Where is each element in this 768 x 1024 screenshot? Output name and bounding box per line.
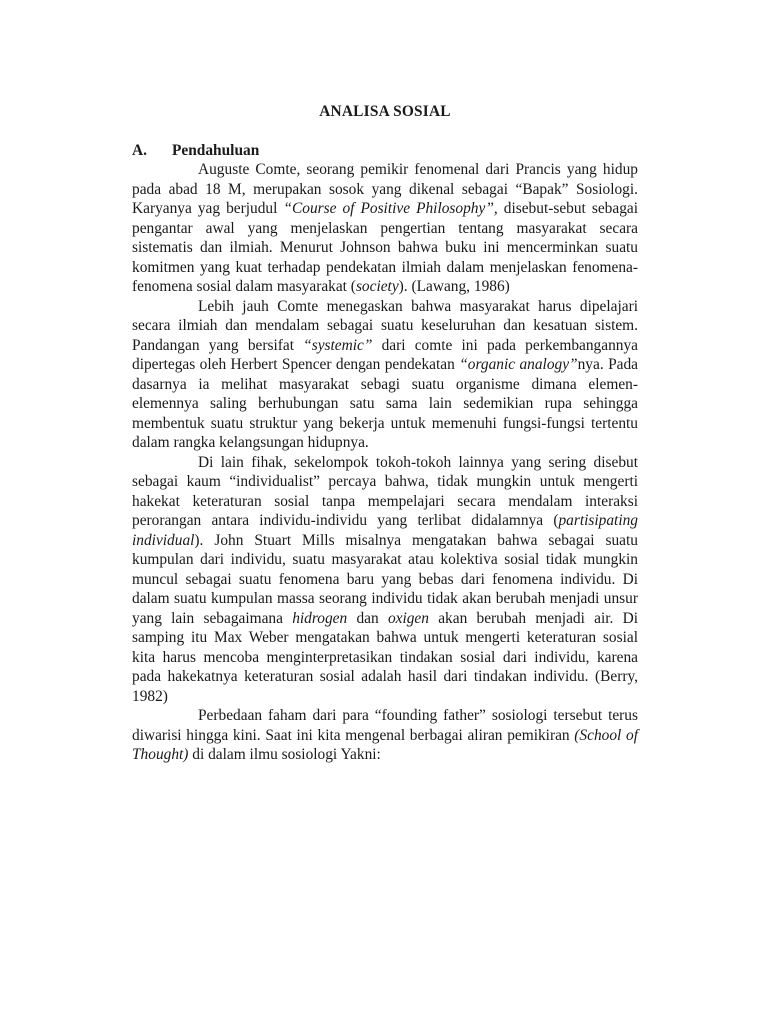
paragraph-3 <box>132 453 638 707</box>
text-run: ). John Stuart Mills misalnya mengatakan bahwa sebagai suatu kumpulan dari individu, suatu masyarakat atau kolektiva sosial tidak mungkin muncul sebagai suatu fenomena baru yang bebas dari fenomena individu. Di dalam suatu kumpulan massa seorang individu tidak akan berubah menjadi unsur yang lain sebagaimana <box>132 531 638 627</box>
italic-text: society <box>355 278 399 295</box>
text-run: Auguste Comte, seorang pemikir fenomenal dari Prancis yang hidup pada abad 18 M, merupakan sosok yang dikenal sebagai “Bapak” Sosiologi. Karyanya yag berjudul <box>132 161 638 217</box>
text-run: Lebih jauh Comte menegaskan bahwa masyarakat harus dipelajari secara ilmiah dan mendalam sebagai suatu keseluruhan dan kesatuan sistem. Pandangan yang bersifat <box>132 297 638 354</box>
text-run: , disebut-sebut sebagai pengantar awal yang menjelaskan pengertian tentang masyarakat secara sistematis dan ilmiah. Menurut Johnson bahwa buku ini mencerminkan suatu komitmen yang kuat terhadap pendekatan ilmiah dalam menjelaskan fenomena-fenomena sosial dalam masyarakat ( <box>132 200 639 295</box>
section-title: Pendahuluan <box>172 141 260 159</box>
text-run: Perbedaan faham dari para “founding father” sosiologi tersebut terus diwarisi hingga kini. Saat ini kita mengenal berbagai aliran pemikiran <box>132 707 638 744</box>
paragraph-1 <box>132 160 638 297</box>
text-run: ). (Lawang, 1986) <box>398 278 510 295</box>
italic-text: partisipating individual <box>132 512 638 549</box>
document-title: ANALISA SOSIAL <box>319 103 451 120</box>
section-letter: A. <box>132 141 147 159</box>
italic-text: hidrogen <box>292 609 348 627</box>
text-run: Di lain fihak, sekelompok tokoh-tokoh lainnya yang sering disebut sebagai kaum “individualist” percaya bahwa, tidak mungkin untuk mengerti hakekat keteraturan sosial tanpa mempelajari secara mendalam interaksi perorangan antara individu-individu yang terlibat didalamnya ( <box>132 453 638 529</box>
section-heading <box>132 141 638 161</box>
italic-text: “systemic” <box>303 336 373 354</box>
text-run: akan berubah menjadi air. Di samping itu Max Weber mengatakan bahwa untuk mengerti keteraturan sosial kita harus mencoba menginterpretasikan tindakan sosial dari individu, karena pada hakekatnya keteraturan sosial adalah hasil dari tindakan individu. (Berry, 1982) <box>132 609 638 705</box>
paragraph-4 <box>132 706 638 765</box>
text-run: nya. Pada dasarnya ia melihat masyarakat sebagi suatu organisme dimana elemen-elemennya saling berhubungan satu sama lain sedemikian rupa sehingga membentuk suatu struktur yang bekerja untuk memenuhi fungsi-fungsi tertentu dalam rangka kelangsungan hidupnya. <box>132 356 638 451</box>
italic-text: (School of Thought) <box>132 726 638 763</box>
italic-text: oxigen <box>387 609 429 627</box>
italic-text: “organic analogy” <box>459 356 578 373</box>
document-page <box>132 102 638 765</box>
text-run: dari comte ini pada perkembangannya dipertegas oleh Herbert Spencer dengan pendekatan <box>132 336 638 373</box>
paragraph-2 <box>132 297 638 453</box>
italic-text: “Course of Positive Philosophy” <box>283 200 494 217</box>
text-run: dan <box>347 609 388 627</box>
body-text <box>132 160 638 765</box>
text-run: di dalam ilmu sosiologi Yakni: <box>188 746 381 763</box>
